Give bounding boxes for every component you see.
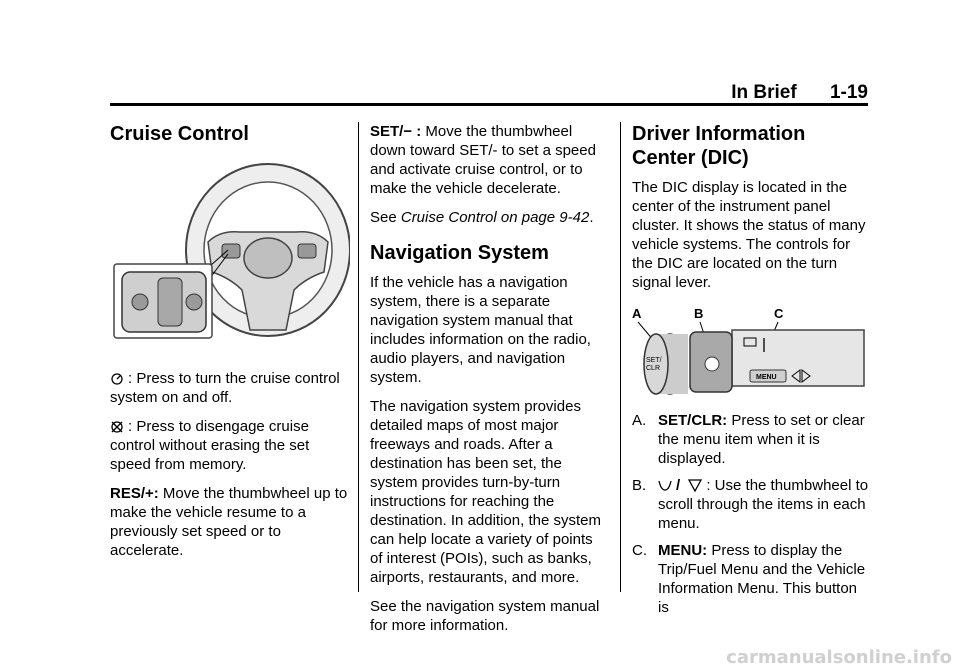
see-reference-paragraph: See Cruise Control on page 9‑42.: [370, 209, 594, 226]
dic-intro: The DIC display is located in the center of the instrument panel cluster. It shows the status of many vehicle systems. The controls for the DIC are located on the turn signal lever.: [632, 179, 866, 291]
res-paragraph: RES/+: Move the thumbwheel up to make the vehicle resume to a previously set speed or to accelerate.: [110, 485, 348, 559]
turn-signal-lever-illustration: [632, 304, 870, 396]
steering-wheel-figure: [110, 160, 350, 355]
column-2: [370, 122, 608, 645]
svg-text:SET/: SET/: [646, 357, 662, 364]
scroll-down-icon: [688, 478, 702, 492]
cruise-cancel-paragraph: : Press to disengage cruise control without erasing the set speed from memory.: [110, 418, 310, 473]
watermark: carmanualsonline.info: [726, 647, 952, 668]
page-header: [731, 82, 868, 104]
column-1: [110, 122, 350, 570]
cruise-cancel-icon: [110, 419, 124, 433]
cross-reference: Cruise Control on page 9‑42: [400, 209, 590, 226]
nav-paragraph-3: See the navigation system manual for more information.: [370, 598, 600, 634]
nav-paragraph-1: If the vehicle has a navigation system, there is a separate navigation system manual that includes information on the radio, audio players, and navigation system.: [370, 274, 591, 386]
cruise-control-icon: [110, 371, 124, 385]
label-a: A: [632, 306, 642, 321]
svg-text:CLR: CLR: [646, 365, 661, 372]
scroll-up-icon: [658, 478, 672, 492]
column-divider: [620, 122, 621, 592]
list-item: A. SET/CLR: Press to set or clear the menu item when it is displayed.: [632, 412, 865, 467]
dic-heading: Driver Information Center (DIC): [632, 123, 806, 169]
page-number: 1-19: [829, 82, 868, 103]
set-paragraph: SET/− : Move the thumbwheel down toward SET/- to set a speed and activate cruise control, or to make the vehicle decelerate.: [370, 123, 596, 197]
steering-wheel-illustration: [110, 160, 350, 350]
list-item: C. MENU: Press to display the Trip/Fuel Menu and the Vehicle Information Menu. This button is: [632, 542, 866, 616]
list-item: B. / : Use the thumbwheel to scroll through the items in each menu.: [632, 477, 869, 532]
svg-text:MENU: MENU: [756, 374, 777, 381]
navigation-heading: Navigation System: [370, 242, 549, 264]
label-c: C: [774, 306, 784, 321]
turn-signal-lever-figure: [632, 304, 870, 401]
nav-paragraph-2: The navigation system provides detailed maps of most major freeways and roads. After a destination has been set, the system provides turn-by-turn instructions for reaching the destination. In addition, the system can help locate a variety of points of interest (POIs), such as banks, airports, restaurants, and more.: [370, 398, 601, 586]
header-rule: [110, 103, 868, 106]
cruise-onoff-paragraph: : Press to turn the cruise control system on and off.: [110, 370, 340, 406]
cruise-control-heading: Cruise Control: [110, 123, 249, 145]
section-title: In Brief: [731, 82, 797, 103]
column-3: [632, 122, 870, 625]
column-divider: [358, 122, 359, 592]
label-b: B: [694, 306, 704, 321]
